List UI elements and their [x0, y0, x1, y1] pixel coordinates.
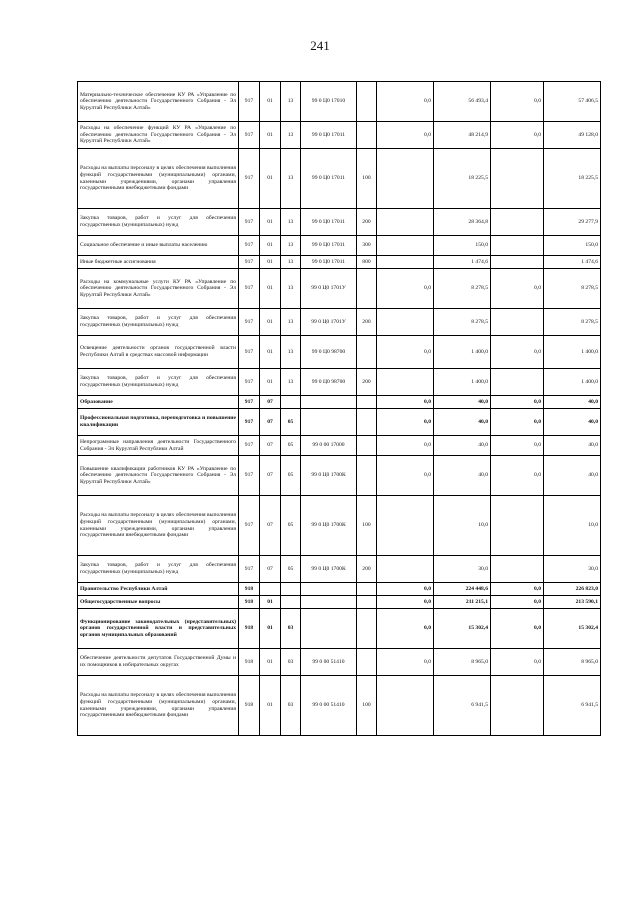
amount-4-cell: 1 400,0: [544, 336, 601, 369]
admin-code-cell: 918: [239, 649, 260, 676]
section-code-cell: 07: [260, 396, 281, 409]
amount-1-cell: 0,0: [377, 409, 434, 436]
item-name-cell: Расходы на выплаты персоналу в целях обеспечения выполнения функций государственными (муниципальными) органами, казенными учреждениями, органами управления государственными внебюджетными фондами: [78, 149, 239, 209]
amount-3-cell: 0,0: [491, 396, 544, 409]
target-article-cell: 99 0 Ц0 17011: [301, 149, 357, 209]
amount-4-cell: 40,0: [544, 409, 601, 436]
item-name-cell: Общегосударственные вопросы: [78, 596, 239, 609]
amount-4-cell: 40,0: [544, 396, 601, 409]
admin-code-cell: 917: [239, 309, 260, 336]
amount-4-cell: 8 965,0: [544, 649, 601, 676]
section-code-cell: 01: [260, 269, 281, 309]
budget-table-body: [78, 82, 601, 736]
expense-type-cell: [357, 649, 377, 676]
item-name-cell: Непрограммные направления деятельности Государственного Собрания - Эл Курултай Республики Алтай: [78, 436, 239, 456]
amount-3-cell: [491, 209, 544, 236]
admin-code-cell: 917: [239, 236, 260, 256]
item-name-cell: Расходы на выплаты персоналу в целях обеспечения выполнения функций государственными (муниципальными) органами, казенными учреждениями, органами управления государственными внебюджетными фондами: [78, 676, 239, 736]
section-code-cell: 01: [260, 82, 281, 122]
amount-1-cell: 0,0: [377, 336, 434, 369]
table-row: [78, 456, 601, 496]
admin-code-cell: 917: [239, 256, 260, 269]
amount-4-cell: 29 277,9: [544, 209, 601, 236]
expense-type-cell: [357, 269, 377, 309]
target-article-cell: 99 0 Ц0 1700К: [301, 556, 357, 583]
table-row: [78, 82, 601, 122]
item-name-cell: Закупка товаров, работ и услуг для обеспечения государственных (муниципальных) нужд: [78, 209, 239, 236]
amount-2-cell: 40,0: [434, 409, 491, 436]
target-article-cell: 99 0 Ц0 17010: [301, 82, 357, 122]
target-article-cell: [301, 596, 357, 609]
amount-1-cell: [377, 556, 434, 583]
amount-3-cell: [491, 369, 544, 396]
amount-1-cell: [377, 209, 434, 236]
section-code-cell: 07: [260, 496, 281, 556]
amount-1-cell: 0,0: [377, 649, 434, 676]
admin-code-cell: 917: [239, 336, 260, 369]
item-name-cell: Расходы на обеспечение функций КУ РА «Управление по обеспечению деятельности Государственного Собрания - Эл Курултай Республики Алтай»: [78, 122, 239, 149]
target-article-cell: 99 0 Ц0 17011: [301, 122, 357, 149]
target-article-cell: 99 0 00 17000: [301, 436, 357, 456]
amount-4-cell: 226 823,0: [544, 583, 601, 596]
section-code-cell: 07: [260, 456, 281, 496]
section-code-cell: 01: [260, 336, 281, 369]
expense-type-cell: 200: [357, 556, 377, 583]
subsection-code-cell: 13: [281, 336, 301, 369]
subsection-code-cell: [281, 583, 301, 596]
amount-4-cell: 57 406,5: [544, 82, 601, 122]
admin-code-cell: 918: [239, 583, 260, 596]
section-code-cell: [260, 583, 281, 596]
amount-1-cell: [377, 676, 434, 736]
item-name-cell: Правительство Республики Алтай: [78, 583, 239, 596]
amount-4-cell: 1 474,6: [544, 256, 601, 269]
table-row: [78, 676, 601, 736]
item-name-cell: Профессиональная подготовка, переподготовка и повышение квалификации: [78, 409, 239, 436]
amount-2-cell: 10,0: [434, 496, 491, 556]
subsection-code-cell: 05: [281, 496, 301, 556]
amount-2-cell: 8 965,0: [434, 649, 491, 676]
table-row: [78, 269, 601, 309]
target-article-cell: 99 0 Ц0 1700К: [301, 456, 357, 496]
admin-code-cell: 917: [239, 409, 260, 436]
target-article-cell: [301, 609, 357, 649]
target-article-cell: [301, 583, 357, 596]
subsection-code-cell: 05: [281, 436, 301, 456]
target-article-cell: 99 0 Ц0 1700К: [301, 496, 357, 556]
target-article-cell: 99 0 Ц0 1701У: [301, 269, 357, 309]
amount-4-cell: 213 590,1: [544, 596, 601, 609]
amount-3-cell: 0,0: [491, 649, 544, 676]
amount-3-cell: 0,0: [491, 409, 544, 436]
amount-4-cell: 6 941,5: [544, 676, 601, 736]
item-name-cell: Иные бюджетные ассигнования: [78, 256, 239, 269]
amount-3-cell: [491, 676, 544, 736]
table-row: [78, 436, 601, 456]
amount-4-cell: 1 400,0: [544, 369, 601, 396]
target-article-cell: 99 0 Ц0 17011: [301, 209, 357, 236]
expense-type-cell: [357, 82, 377, 122]
table-row: [78, 556, 601, 583]
amount-1-cell: 0,0: [377, 82, 434, 122]
expense-type-cell: 800: [357, 256, 377, 269]
expense-type-cell: 100: [357, 676, 377, 736]
table-row: [78, 336, 601, 369]
amount-4-cell: 40,0: [544, 436, 601, 456]
section-code-cell: 01: [260, 676, 281, 736]
amount-4-cell: 18 225,5: [544, 149, 601, 209]
amount-4-cell: 40,0: [544, 456, 601, 496]
amount-1-cell: 0,0: [377, 609, 434, 649]
table-row: [78, 256, 601, 269]
subsection-code-cell: 13: [281, 122, 301, 149]
item-name-cell: Закупка товаров, работ и услуг для обеспечения государственных (муниципальных) нужд: [78, 309, 239, 336]
item-name-cell: Образование: [78, 396, 239, 409]
amount-2-cell: 40,0: [434, 396, 491, 409]
admin-code-cell: 917: [239, 269, 260, 309]
target-article-cell: 99 0 Ц0 1701У: [301, 309, 357, 336]
subsection-code-cell: 13: [281, 369, 301, 396]
table-row: [78, 122, 601, 149]
section-code-cell: 01: [260, 236, 281, 256]
amount-1-cell: 0,0: [377, 396, 434, 409]
amount-2-cell: 56 493,4: [434, 82, 491, 122]
amount-2-cell: 1 400,0: [434, 336, 491, 369]
expense-type-cell: [357, 336, 377, 369]
subsection-code-cell: 03: [281, 676, 301, 736]
amount-3-cell: 0,0: [491, 82, 544, 122]
table-row: [78, 209, 601, 236]
expense-type-cell: 100: [357, 496, 377, 556]
expense-type-cell: 200: [357, 309, 377, 336]
subsection-code-cell: 13: [281, 236, 301, 256]
admin-code-cell: 917: [239, 496, 260, 556]
subsection-code-cell: 03: [281, 609, 301, 649]
table-row: [78, 396, 601, 409]
target-article-cell: [301, 396, 357, 409]
amount-1-cell: [377, 256, 434, 269]
admin-code-cell: 917: [239, 149, 260, 209]
section-code-cell: 07: [260, 556, 281, 583]
amount-1-cell: 0,0: [377, 596, 434, 609]
item-name-cell: Функционирование законодательных (представительных) органов государственной власти и представительных органов муниципальных образований: [78, 609, 239, 649]
section-code-cell: 01: [260, 149, 281, 209]
expense-type-cell: [357, 436, 377, 456]
item-name-cell: Закупка товаров, работ и услуг для обеспечения государственных (муниципальных) нужд: [78, 556, 239, 583]
amount-1-cell: [377, 369, 434, 396]
subsection-code-cell: 13: [281, 269, 301, 309]
table-row: [78, 149, 601, 209]
section-code-cell: 01: [260, 122, 281, 149]
admin-code-cell: 917: [239, 369, 260, 396]
amount-3-cell: [491, 496, 544, 556]
amount-2-cell: 40,0: [434, 436, 491, 456]
subsection-code-cell: 13: [281, 82, 301, 122]
section-code-cell: 07: [260, 436, 281, 456]
admin-code-cell: 917: [239, 556, 260, 583]
target-article-cell: [301, 409, 357, 436]
amount-1-cell: [377, 309, 434, 336]
amount-2-cell: 1 474,6: [434, 256, 491, 269]
amount-3-cell: 0,0: [491, 122, 544, 149]
expense-type-cell: [357, 456, 377, 496]
amount-4-cell: 49 128,0: [544, 122, 601, 149]
amount-3-cell: 0,0: [491, 583, 544, 596]
section-code-cell: 01: [260, 256, 281, 269]
subsection-code-cell: 05: [281, 456, 301, 496]
section-code-cell: 01: [260, 309, 281, 336]
item-name-cell: Материально-техническое обеспечение КУ РА «Управление по обеспечению деятельности Государственного Собрания - Эл Курултай Республики Алтай»: [78, 82, 239, 122]
amount-1-cell: 0,0: [377, 583, 434, 596]
subsection-code-cell: 05: [281, 409, 301, 436]
table-row: [78, 309, 601, 336]
amount-1-cell: [377, 149, 434, 209]
amount-4-cell: 10,0: [544, 496, 601, 556]
amount-3-cell: 0,0: [491, 609, 544, 649]
amount-2-cell: 8 278,5: [434, 309, 491, 336]
section-code-cell: 01: [260, 369, 281, 396]
amount-3-cell: [491, 236, 544, 256]
admin-code-cell: 917: [239, 436, 260, 456]
expense-type-cell: [357, 409, 377, 436]
amount-4-cell: 15 302,4: [544, 609, 601, 649]
section-code-cell: 07: [260, 409, 281, 436]
amount-1-cell: 0,0: [377, 122, 434, 149]
table-row: [78, 236, 601, 256]
item-name-cell: Закупка товаров, работ и услуг для обеспечения государственных (муниципальных) нужд: [78, 369, 239, 396]
amount-3-cell: 0,0: [491, 436, 544, 456]
expense-type-cell: [357, 583, 377, 596]
amount-3-cell: 0,0: [491, 456, 544, 496]
admin-code-cell: 917: [239, 396, 260, 409]
table-row: [78, 609, 601, 649]
amount-2-cell: 150,0: [434, 236, 491, 256]
admin-code-cell: 917: [239, 122, 260, 149]
amount-2-cell: 40,0: [434, 456, 491, 496]
amount-1-cell: 0,0: [377, 436, 434, 456]
page-number: 241: [310, 38, 330, 53]
target-article-cell: 99 0 Ц0 17011: [301, 236, 357, 256]
budget-table: [77, 81, 601, 736]
admin-code-cell: 917: [239, 82, 260, 122]
amount-2-cell: 28 364,8: [434, 209, 491, 236]
subsection-code-cell: [281, 596, 301, 609]
amount-2-cell: 30,0: [434, 556, 491, 583]
amount-2-cell: 8 278,5: [434, 269, 491, 309]
expense-type-cell: [357, 122, 377, 149]
section-code-cell: 01: [260, 596, 281, 609]
amount-2-cell: 211 215,1: [434, 596, 491, 609]
admin-code-cell: 918: [239, 676, 260, 736]
amount-2-cell: 6 941,5: [434, 676, 491, 736]
amount-3-cell: 0,0: [491, 269, 544, 309]
amount-3-cell: [491, 256, 544, 269]
amount-3-cell: 0,0: [491, 336, 544, 369]
amount-2-cell: 48 214,9: [434, 122, 491, 149]
item-name-cell: Социальное обеспечение и иные выплаты населению: [78, 236, 239, 256]
expense-type-cell: [357, 396, 377, 409]
amount-4-cell: 150,0: [544, 236, 601, 256]
item-name-cell: Расходы на выплаты персоналу в целях обеспечения выполнения функций государственными (муниципальными) органами, казенными учреждениями, органами управления государственными внебюджетными фондами: [78, 496, 239, 556]
table-row: [78, 649, 601, 676]
target-article-cell: 99 0 Ц0 17011: [301, 256, 357, 269]
amount-4-cell: 8 278,5: [544, 269, 601, 309]
table-row: [78, 596, 601, 609]
target-article-cell: 99 0 00 51410: [301, 649, 357, 676]
amount-2-cell: 224 448,6: [434, 583, 491, 596]
admin-code-cell: 918: [239, 609, 260, 649]
target-article-cell: 99 0 00 51410: [301, 676, 357, 736]
item-name-cell: Расходы на коммунальные услуги КУ РА «Управление по обеспечению деятельности Государственного Собрания - Эл Курултай Республики Алтай»: [78, 269, 239, 309]
amount-1-cell: [377, 236, 434, 256]
item-name-cell: Освещение деятельности органов государственной власти Республики Алтай в средствах массовой информации: [78, 336, 239, 369]
amount-1-cell: 0,0: [377, 456, 434, 496]
amount-4-cell: 30,0: [544, 556, 601, 583]
expense-type-cell: [357, 596, 377, 609]
item-name-cell: Повышение квалификации работников КУ РА «Управление по обеспечению деятельности Государственного Собрания - Эл Курултай Республики Алтай»: [78, 456, 239, 496]
amount-2-cell: 1 400,0: [434, 369, 491, 396]
section-code-cell: 01: [260, 609, 281, 649]
target-article-cell: 99 0 Ц0 98700: [301, 336, 357, 369]
section-code-cell: 01: [260, 649, 281, 676]
subsection-code-cell: 05: [281, 556, 301, 583]
amount-3-cell: 0,0: [491, 596, 544, 609]
section-code-cell: 01: [260, 209, 281, 236]
subsection-code-cell: 13: [281, 309, 301, 336]
subsection-code-cell: 13: [281, 209, 301, 236]
subsection-code-cell: [281, 396, 301, 409]
admin-code-cell: 918: [239, 596, 260, 609]
expense-type-cell: 200: [357, 369, 377, 396]
amount-2-cell: 18 225,5: [434, 149, 491, 209]
subsection-code-cell: 13: [281, 256, 301, 269]
admin-code-cell: 917: [239, 456, 260, 496]
amount-3-cell: [491, 556, 544, 583]
admin-code-cell: 917: [239, 209, 260, 236]
amount-3-cell: [491, 309, 544, 336]
amount-1-cell: [377, 496, 434, 556]
target-article-cell: 99 0 Ц0 98700: [301, 369, 357, 396]
expense-type-cell: 200: [357, 209, 377, 236]
table-row: [78, 496, 601, 556]
item-name-cell: Обеспечение деятельности депутатов Государственной Думы и их помощников в избирательных округах: [78, 649, 239, 676]
table-row: [78, 409, 601, 436]
table-row: [78, 369, 601, 396]
table-row: [78, 583, 601, 596]
amount-2-cell: 15 302,4: [434, 609, 491, 649]
amount-4-cell: 8 278,5: [544, 309, 601, 336]
expense-type-cell: 300: [357, 236, 377, 256]
amount-1-cell: 0,0: [377, 269, 434, 309]
expense-type-cell: 100: [357, 149, 377, 209]
amount-3-cell: [491, 149, 544, 209]
subsection-code-cell: 13: [281, 149, 301, 209]
subsection-code-cell: 03: [281, 649, 301, 676]
expense-type-cell: [357, 609, 377, 649]
